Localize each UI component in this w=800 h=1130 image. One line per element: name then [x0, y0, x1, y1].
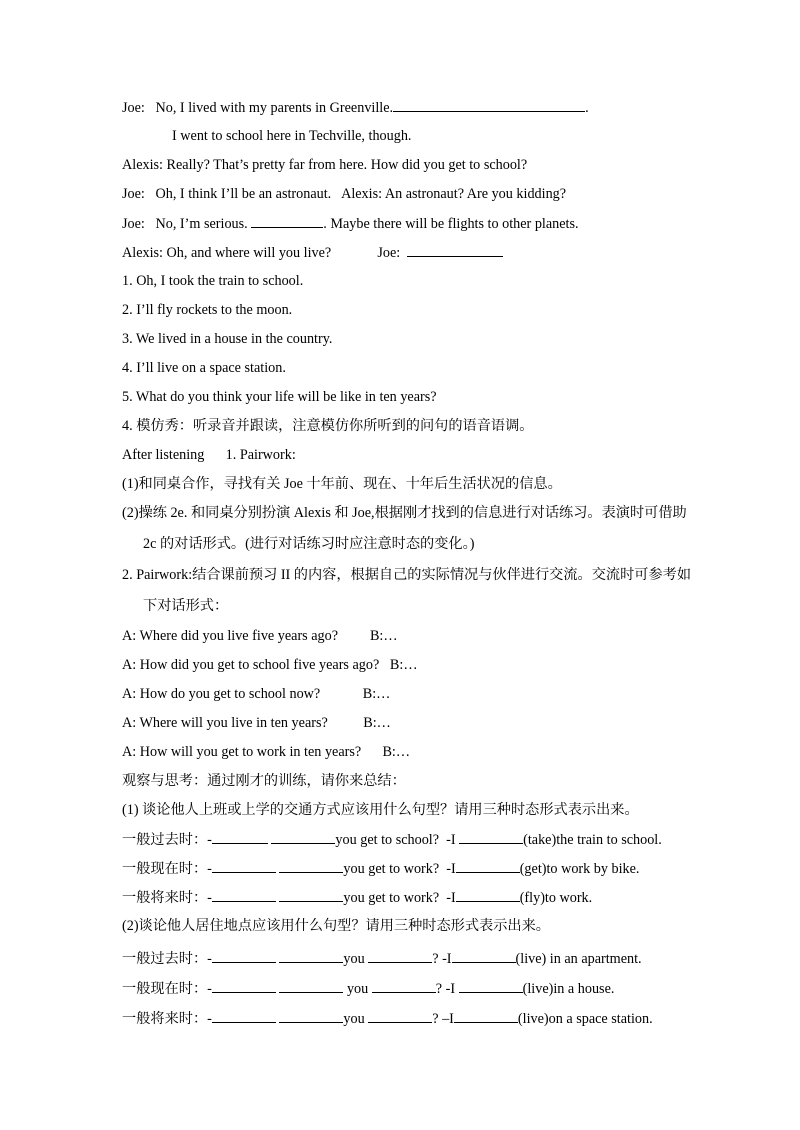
section-2-question: (2)谈论他人居住地点应该用什么句型？请用三种时态形式表示出来。: [122, 918, 550, 934]
residence-future: 一般将来时：- you ? –I (live)on a space station.: [122, 1011, 653, 1027]
pairwork-step-1: (1)和同桌合作，寻找有关 Joe 十年前、现在、十年后生活状况的信息。: [122, 476, 562, 492]
option-4: 4. I’ll live on a space station.: [122, 360, 286, 376]
blank: [212, 830, 268, 844]
dialogue-line-6: Alexis: Oh, and where will you live? Joe:: [122, 243, 503, 262]
blank: [454, 1009, 518, 1023]
option-1: 1. Oh, I took the train to school.: [122, 273, 304, 289]
blank: [456, 888, 520, 902]
after-listening-heading: After listening 1. Pairwork:: [122, 447, 296, 463]
blank: [459, 830, 523, 844]
qa-5: A: How will you get to work in ten years? B:…: [122, 744, 411, 760]
blank: [212, 888, 276, 902]
blank: [459, 979, 523, 993]
dialogue-line-5: Joe: No, I’m serious. . Maybe there will be flights to other planets.: [122, 216, 579, 232]
dialogue-line-1: Joe: No, I lived with my parents in Greenville. .: [122, 100, 589, 116]
blank: [212, 949, 276, 963]
pairwork-step-2b: 2c 的对话形式。(进行对话练习时应注意时态的变化。): [143, 536, 475, 552]
qa-2: A: How did you get to school five years ago? B:…: [122, 657, 418, 673]
blank: [251, 214, 323, 228]
blank: [212, 1009, 276, 1023]
pairwork-step-2a: (2)操练 2e. 和同桌分别扮演 Alexis 和 Joe,根据刚才找到的信息进行对话练习。表演时可借助: [122, 505, 687, 521]
blank: [279, 949, 343, 963]
dialogue-line-4: Joe: Oh, I think I’ll be an astronaut. Alexis: An astronaut? Are you kidding?: [122, 186, 567, 202]
blank: [212, 979, 276, 993]
pairwork-2a: 2. Pairwork:结合课前预习 II 的内容，根据自己的实际情况与伙伴进行交流。交流时可参考如: [122, 567, 692, 583]
pairwork-2b: 下对话形式：: [143, 598, 229, 614]
blank: [279, 888, 343, 902]
residence-past: 一般过去时：- you ? -I (live) in an apartment.: [122, 951, 642, 967]
transport-past: 一般过去时：- you get to school? -I (take)the train to school.: [122, 832, 662, 848]
dialogue-line-2: I went to school here in Techville, though.: [172, 128, 412, 144]
qa-3: A: How do you get to school now? B:…: [122, 686, 391, 702]
blank: [393, 98, 585, 112]
blank: [456, 859, 520, 873]
blank: [452, 949, 516, 963]
residence-present: 一般现在时：- you ? -I (live)in a house.: [122, 981, 615, 997]
blank: [407, 243, 503, 257]
blank: [279, 979, 343, 993]
blank: [368, 1009, 432, 1023]
blank: [279, 859, 343, 873]
qa-1: A: Where did you live five years ago? B:…: [122, 628, 398, 644]
option-2: 2. I’ll fly rockets to the moon.: [122, 302, 293, 318]
dialogue-line-3: Alexis: Really? That’s pretty far from here. How did you get to school?: [122, 157, 528, 173]
section-1-question: (1) 谈论他人上班或上学的交通方式应该用什么句型？请用三种时态形式表示出来。: [122, 802, 639, 818]
blank: [372, 979, 436, 993]
blank: [279, 1009, 343, 1023]
blank: [212, 859, 276, 873]
transport-future: 一般将来时：- you get to work? -I (fly)to work.: [122, 890, 593, 906]
blank: [271, 830, 335, 844]
option-3: 3. We lived in a house in the country.: [122, 331, 333, 347]
step-4-instruction: 4. 模仿秀：听录音并跟读，注意模仿你所听到的问句的语音语调。: [122, 418, 534, 434]
blank: [368, 949, 432, 963]
qa-4: A: Where will you live in ten years? B:…: [122, 715, 391, 731]
option-5: 5. What do you think your life will be like in ten years?: [122, 389, 437, 405]
observe-heading: 观察与思考：通过刚才的训练，请你来总结：: [122, 773, 406, 789]
transport-present: 一般现在时：- you get to work? -I (get)to work by bike.: [122, 861, 640, 877]
